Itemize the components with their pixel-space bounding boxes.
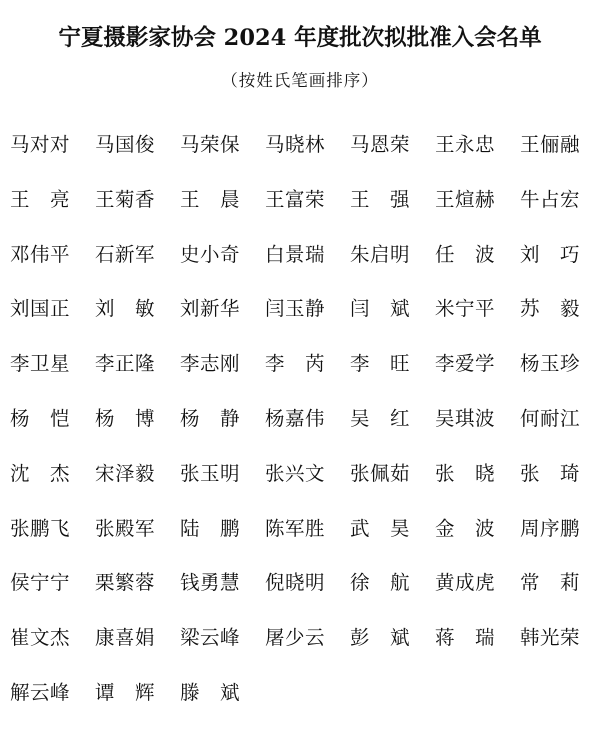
name-item: 吴琪波	[435, 406, 496, 430]
name-item: 李卫星	[10, 352, 71, 376]
name-item: 倪晓明	[265, 571, 326, 595]
page-title: 宁夏摄影家协会 2024 年度批次拟批准入会名单	[58, 25, 542, 51]
name-item: 刘国正	[10, 297, 71, 321]
name-item: 任 波	[435, 242, 496, 266]
page-subtitle: （按姓氏笔画排序）	[221, 71, 379, 90]
name-item: 刘新华	[180, 297, 241, 321]
name-item: 徐 航	[350, 571, 411, 595]
name-item: 杨 恺	[10, 406, 71, 430]
name-item: 王 亮	[10, 187, 71, 211]
name-item: 王 晨	[180, 187, 241, 211]
name-item: 杨 静	[180, 406, 241, 430]
name-item: 史小奇	[180, 242, 241, 266]
name-item: 滕 斌	[180, 680, 241, 704]
name-item: 蒋 瑞	[435, 626, 496, 650]
name-item: 张殿军	[95, 516, 156, 540]
name-item: 石新军	[95, 242, 156, 266]
name-item: 陆 鹏	[180, 516, 241, 540]
name-item: 康喜娟	[95, 626, 156, 650]
name-item: 王俪融	[520, 133, 581, 156]
name-item: 牛占宏	[520, 187, 581, 211]
name-item: 沈 杰	[10, 461, 71, 485]
name-item: 张 琦	[520, 461, 581, 485]
name-item: 马国俊	[95, 133, 156, 156]
name-item: 王永忠	[435, 133, 496, 156]
name-item: 刘 敏	[95, 297, 156, 321]
name-item: 陈军胜	[265, 516, 326, 540]
name-item: 张鹏飞	[10, 516, 71, 540]
name-item: 解云峰	[10, 680, 71, 704]
name-item: 闫玉静	[265, 297, 326, 321]
name-item: 何耐江	[520, 406, 581, 430]
name-item: 米宁平	[435, 297, 496, 321]
name-item: 黄成虎	[435, 571, 496, 595]
name-item: 张兴文	[265, 461, 326, 485]
name-item: 王 强	[350, 187, 411, 211]
name-item: 韩光荣	[520, 626, 581, 650]
name-item: 吴 红	[350, 406, 411, 430]
name-list	[10, 134, 600, 737]
name-item: 张 晓	[435, 461, 496, 485]
name-item: 崔文杰	[10, 626, 71, 650]
name-item: 李 旺	[350, 352, 411, 376]
name-item: 张玉明	[180, 461, 241, 485]
name-item: 闫 斌	[350, 297, 411, 321]
name-item: 王富荣	[265, 187, 326, 211]
name-item: 苏 毅	[520, 297, 581, 321]
name-item: 马恩荣	[350, 133, 411, 156]
name-item: 杨嘉伟	[265, 406, 326, 430]
name-item: 李正隆	[95, 352, 156, 376]
name-item: 屠少云	[265, 626, 326, 650]
name-item: 周序鹏	[520, 516, 581, 540]
name-item: 李志刚	[180, 352, 241, 376]
name-item: 杨 博	[95, 406, 156, 430]
name-item: 马荣保	[180, 133, 241, 156]
name-item: 张佩茹	[350, 461, 411, 485]
name-item: 杨玉珍	[520, 352, 581, 376]
name-item: 钱勇慧	[180, 571, 241, 595]
name-item: 栗繁蓉	[95, 571, 156, 595]
name-item: 朱启明	[350, 242, 411, 266]
name-item: 李爱学	[435, 352, 496, 376]
name-item: 王菊香	[95, 187, 156, 211]
name-item: 宋泽毅	[95, 461, 156, 485]
name-item: 武 昊	[350, 516, 411, 540]
name-item: 梁云峰	[180, 626, 241, 650]
name-item: 李 芮	[265, 352, 326, 376]
name-item: 彭 斌	[350, 626, 411, 650]
name-item: 常 莉	[520, 571, 581, 595]
name-item: 马晓林	[265, 133, 326, 156]
name-item: 马对对	[10, 133, 71, 156]
name-item: 金 波	[435, 516, 496, 540]
name-item: 侯宁宁	[10, 571, 71, 595]
name-item: 刘 巧	[520, 242, 581, 266]
name-item: 谭 辉	[95, 680, 156, 704]
name-item: 邓伟平	[10, 242, 71, 266]
name-item: 王煊赫	[435, 187, 496, 211]
name-item: 白景瑞	[265, 242, 326, 266]
